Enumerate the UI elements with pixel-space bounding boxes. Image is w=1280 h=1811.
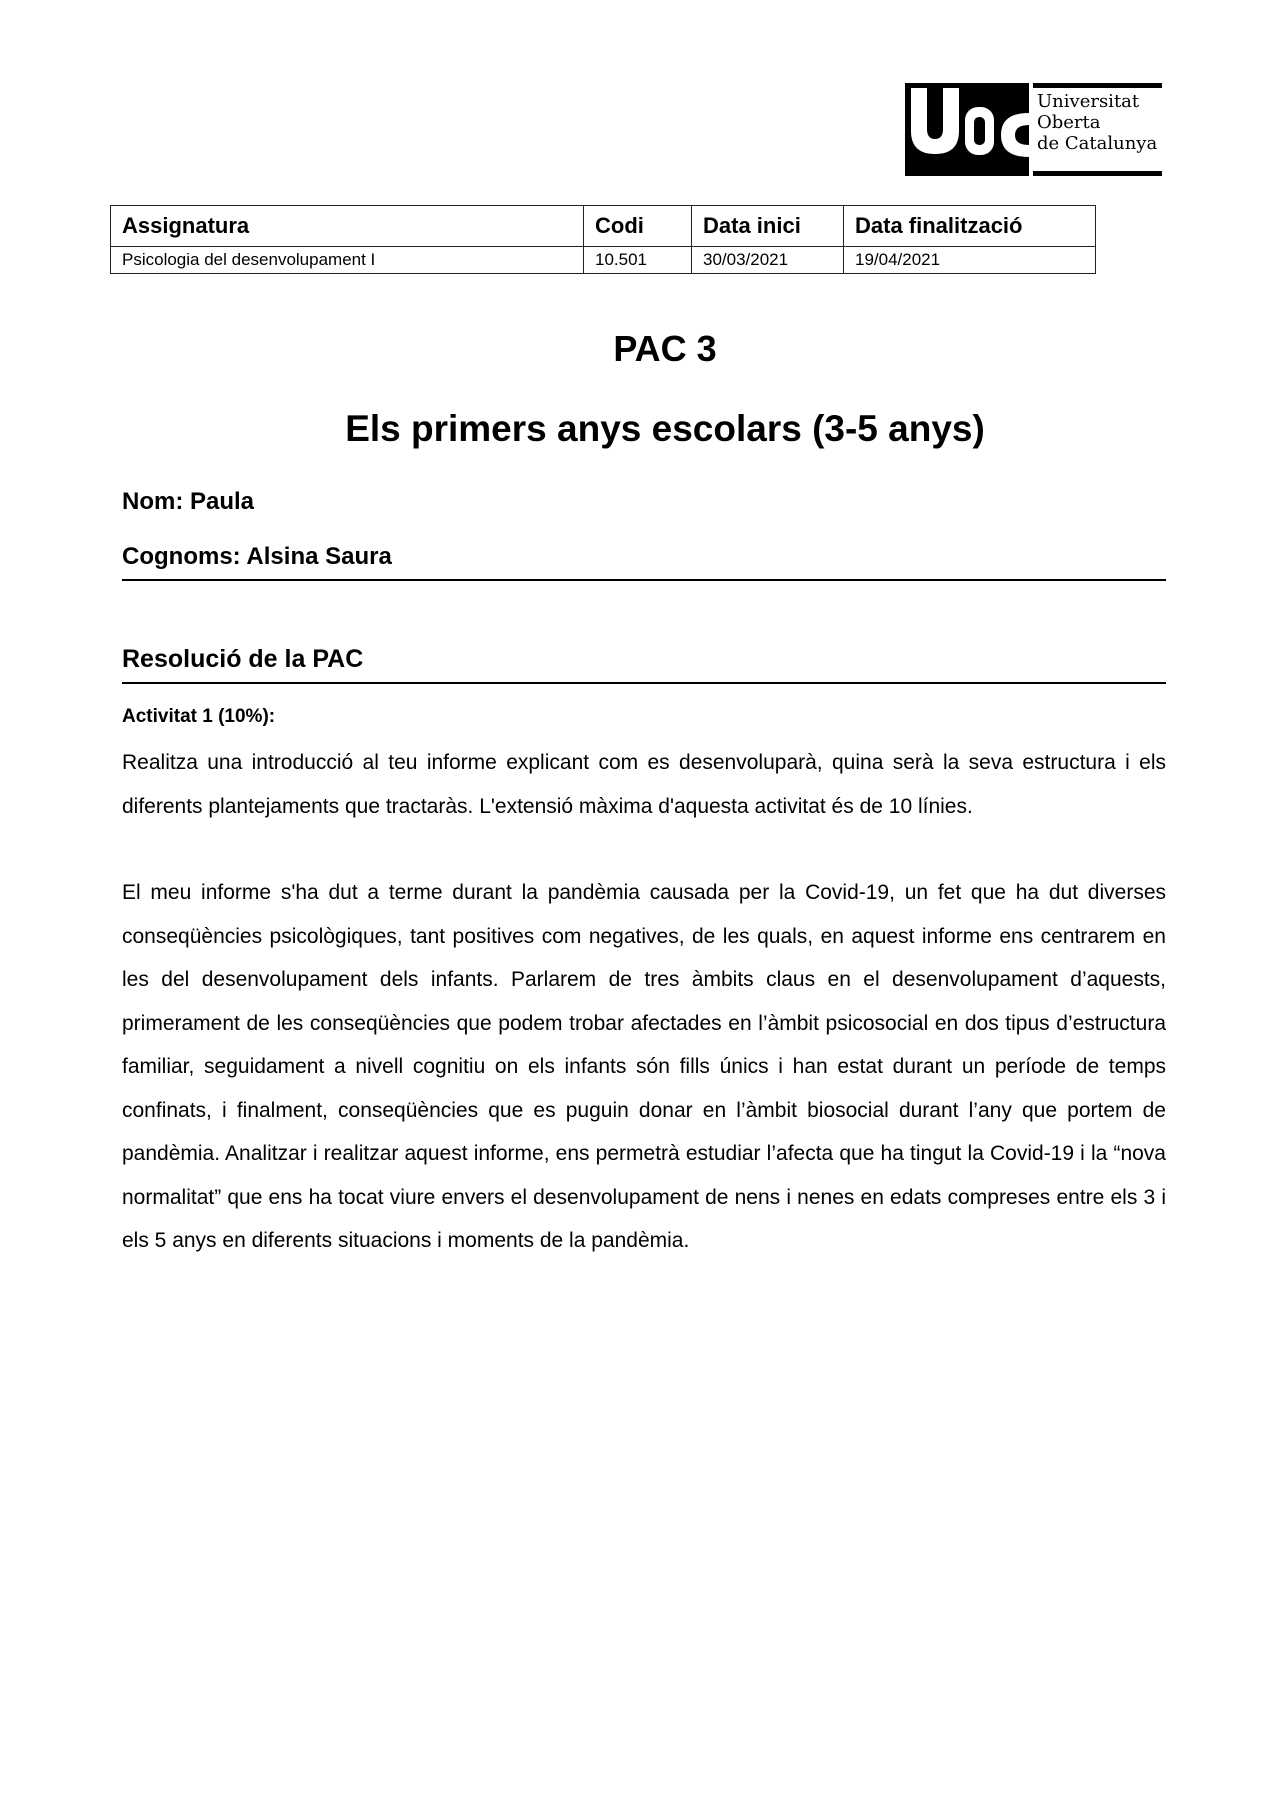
header-data-inici: Data inici	[692, 206, 844, 247]
logo-line-1: Universitat	[1037, 91, 1140, 112]
header-codi: Codi	[584, 206, 692, 247]
activity-answer: El meu informe s'ha dut a terme durant la pandèmia causada per la Covid-19, un fet que ha dut diverses conseqüències psicològiques, tant positives com negatives, de les quals, en aquest informe ens centrarem en les del desenvolupament dels infants. Parlarem de tres àmbits claus en el desenvolupament d’aquests, primerament de les conseqüències que podem trobar afectades en l’àmbit psicosocial en dos tipus d’estructura familiar, seguidament a nivell cognitiu on els infants són fills únics i han estat durant un període de temps confinats, i finalment, conseqüències que es puguin donar en l’àmbit biosocial durant l’any que portem de pandèmia. Analitzar i realitzar aquest informe, ens permetrà estudiar l’afecta que ha tingut la Covid-19 i la “nova normalitat” que ens ha tocat viure envers el desenvolupament de nens i nenes en edats compreses entre els 3 i els 5 anys en diferents situacions i moments de la pandèmia.	[122, 881, 1166, 1252]
student-name: Nom: Paula	[122, 488, 255, 515]
uoc-logo	[905, 83, 1162, 176]
student-surname: Cognoms: Alsina Saura	[122, 543, 392, 570]
course-info-table	[110, 205, 1096, 274]
activity-prompt: Realitza una introducció al teu informe explicant com es desenvoluparà, quina serà la seva estructura i els diferents plantejaments que tractaràs. L'extensió màxima d'aquesta activitat és de 10 línies.	[122, 751, 1166, 818]
divider	[122, 579, 1166, 581]
document-subtitle: Els primers anys escolars (3-5 anys)	[345, 408, 985, 449]
document-title: PAC 3	[613, 328, 717, 369]
cell-assignatura: Psicologia del desenvolupament I	[111, 247, 584, 274]
header-data-finalitzacio: Data finalització	[844, 206, 1096, 247]
table-row	[111, 247, 1096, 274]
activity-heading: Activitat 1 (10%):	[122, 706, 276, 727]
uoc-logo-text	[1037, 91, 1157, 154]
header-assignatura: Assignatura	[111, 206, 584, 247]
table-header-row	[111, 206, 1096, 247]
logo-line-2: Oberta	[1037, 112, 1101, 133]
section-heading: Resolució de la PAC	[122, 645, 364, 673]
logo-line-3: de Catalunya	[1037, 133, 1158, 154]
cell-data-inici: 30/03/2021	[692, 247, 844, 274]
divider	[122, 682, 1166, 684]
cell-codi: 10.501	[584, 247, 692, 274]
cell-data-finalitzacio: 19/04/2021	[844, 247, 1096, 274]
